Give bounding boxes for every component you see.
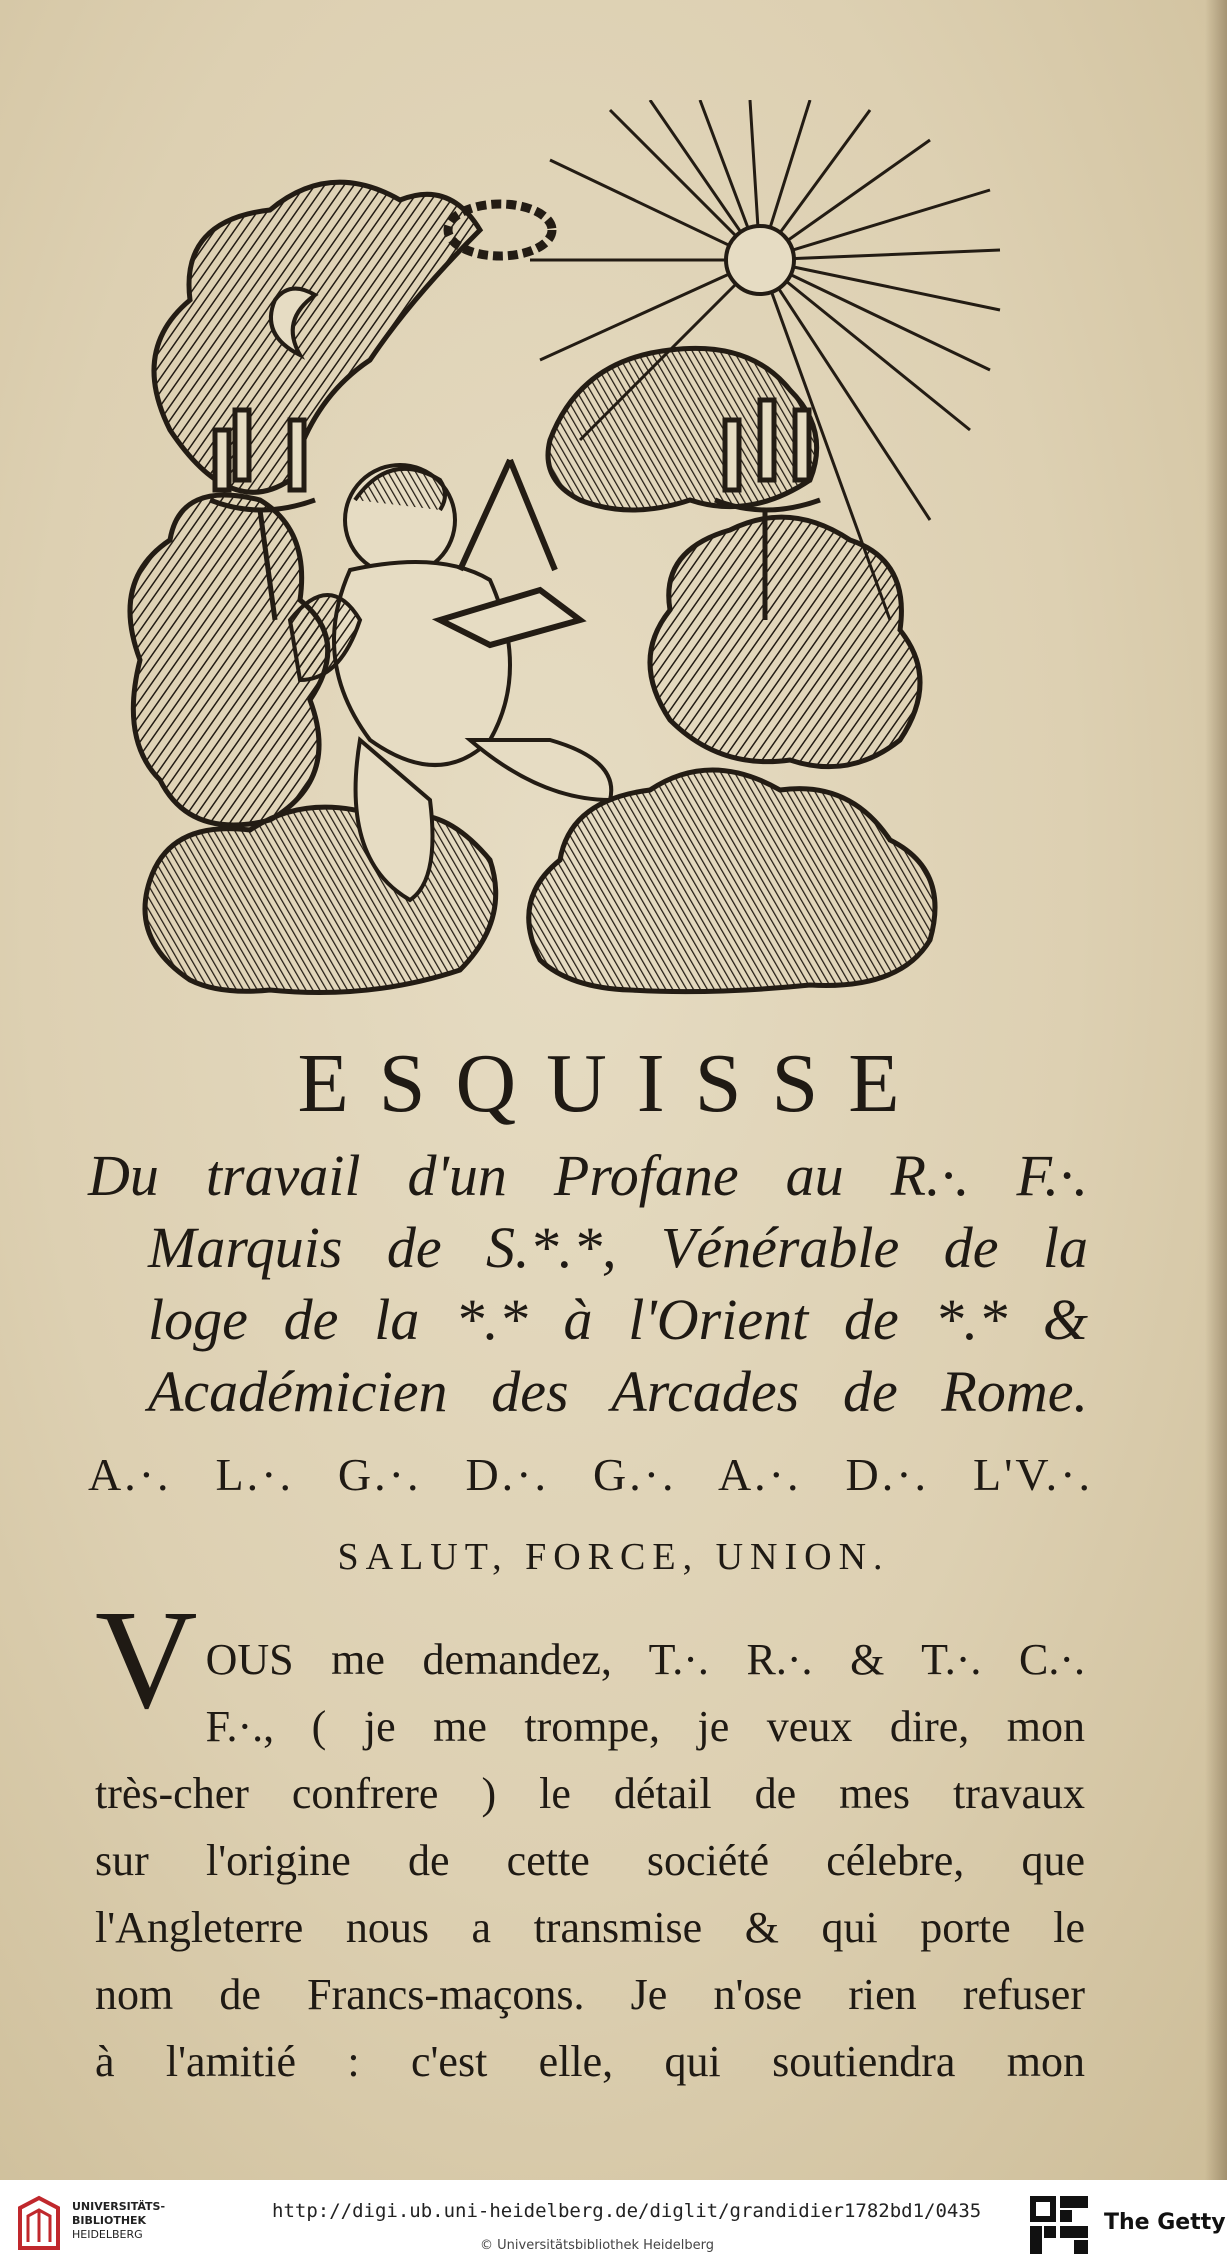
body-line: sur l'origine de cette société célebre, que: [95, 1836, 1085, 1885]
partner-name: The Getty: [1104, 2210, 1226, 2235]
dedication-subtitle: [88, 1140, 1088, 1428]
body-line: nom de Francs-maçons. Je n'ose rien refuser: [95, 1970, 1085, 2019]
body-line: OUS me demandez, T.·. R.·. & T.·. C.·.: [205, 1635, 1085, 1684]
page-heading: ESQUISSE: [297, 1037, 930, 1130]
body-line: à l'amitié : c'est elle, qui soutiendra mon: [95, 2037, 1085, 2086]
masonic-invocation: A.·. L.·. G.·. D.·. G.·. A.·. D.·. L'V.·.: [88, 1449, 1093, 1500]
copyright-notice: © Universitätsbibliothek Heidelberg: [480, 2238, 715, 2253]
subtitle-line: Marquis de S.*.*, Vénérable de la: [148, 1215, 1088, 1280]
sun-face: [726, 226, 794, 294]
body-line: très-cher confrere ) le détail de mes travaux: [95, 1769, 1085, 1818]
subtitle-line: loge de la *.* à l'Orient de *.* &: [148, 1287, 1088, 1352]
drop-cap: V: [95, 1580, 198, 1738]
subtitle-line: Académicien des Arcades de Rome.: [148, 1359, 1088, 1424]
getty-logo-icon[interactable]: [1030, 2196, 1088, 2254]
masonic-engraving: [110, 100, 1010, 1000]
heidelberg-library-logo-icon[interactable]: [14, 2194, 64, 2254]
permalink-url[interactable]: http://digi.ub.uni-heidelberg.de/diglit/grandidier1782bd1/0435: [272, 2200, 982, 2222]
library-name-line: HEIDELBERG: [72, 2228, 143, 2241]
body-line: l'Angleterre nous a transmise & qui porte le: [95, 1903, 1085, 1952]
salutation: SALUT, FORCE, UNION.: [337, 1536, 890, 1578]
library-name-line: BIBLIOTHEK: [72, 2214, 147, 2227]
viewer-footer: [0, 2180, 1227, 2268]
letter-body: [95, 1580, 1085, 2095]
library-name: [72, 2200, 165, 2242]
body-line: F.·., ( je me trompe, je veux dire, mon: [205, 1702, 1085, 1751]
subtitle-line: Du travail d'un Profane au R.·. F.·.: [88, 1143, 1088, 1208]
library-name-line: UNIVERSITÄTS-: [72, 2200, 166, 2213]
